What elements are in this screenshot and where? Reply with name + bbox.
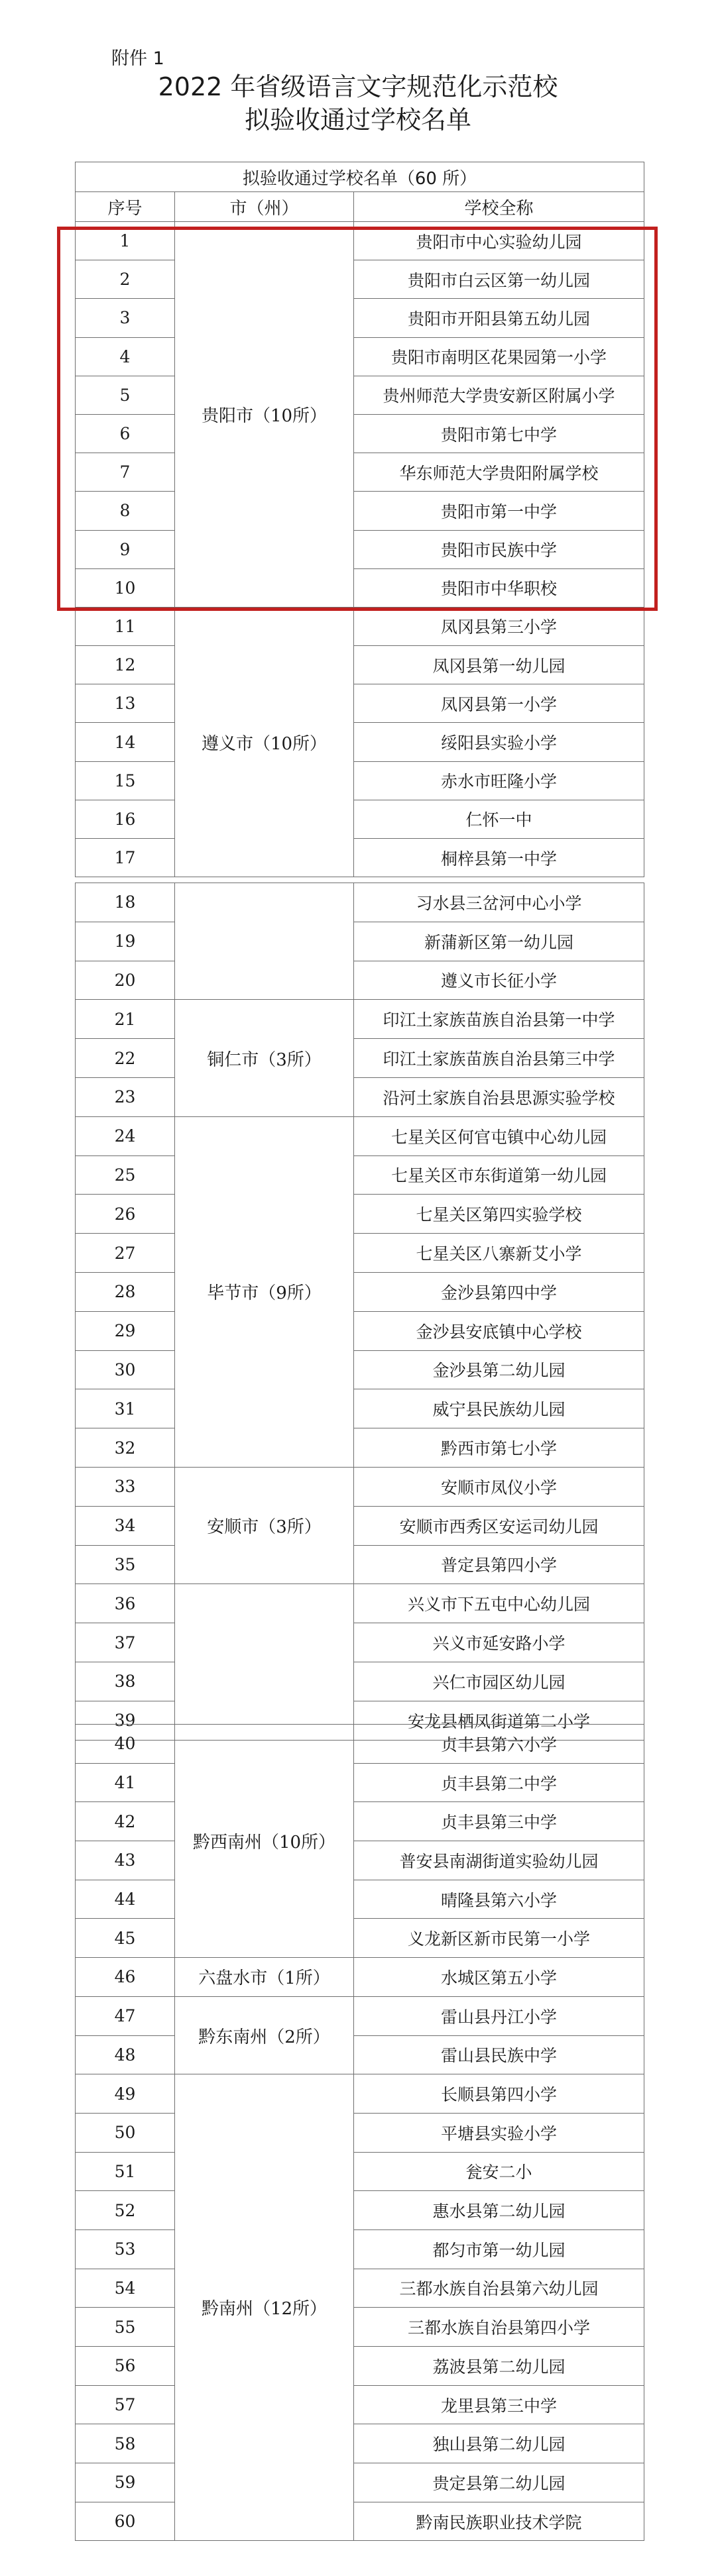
school-name: 印江土家族苗族自治县第三中学 — [354, 1039, 644, 1078]
table-row — [76, 646, 644, 684]
table-row — [76, 1467, 644, 1506]
table-row — [76, 2035, 644, 2074]
header-row — [76, 192, 644, 222]
table-row — [76, 1272, 644, 1311]
row-number: 5 — [76, 376, 175, 414]
row-number: 56 — [76, 2347, 175, 2386]
row-number: 7 — [76, 453, 175, 492]
school-table — [75, 162, 644, 877]
table-row — [76, 800, 644, 838]
school-table — [75, 883, 644, 1741]
school-name: 惠水县第二幼儿园 — [354, 2191, 644, 2230]
school-table — [75, 1724, 644, 2541]
city-cell — [175, 883, 354, 1000]
header-city: 市（州） — [175, 192, 354, 222]
caption-row — [76, 162, 644, 192]
row-number: 59 — [76, 2463, 175, 2502]
table-row — [76, 1545, 644, 1584]
school-name: 习水县三岔河中心小学 — [354, 883, 644, 922]
table-row — [76, 1841, 644, 1880]
school-name: 普安县南湖街道实验幼儿园 — [354, 1841, 644, 1880]
school-name: 沿河土家族自治县思源实验学校 — [354, 1077, 644, 1116]
table-row — [76, 1725, 644, 1764]
table-row — [76, 1000, 644, 1039]
row-number: 20 — [76, 961, 175, 1000]
school-name: 凤冈县第一小学 — [354, 684, 644, 723]
school-name: 安龙县栖凤街道第二小学 — [354, 1701, 644, 1740]
row-number: 33 — [76, 1467, 175, 1506]
school-name: 兴仁市园区幼儿园 — [354, 1662, 644, 1701]
row-number: 41 — [76, 1763, 175, 1802]
city-cell: 六盘水市（1所） — [175, 1958, 354, 1997]
school-name: 凤冈县第三小学 — [354, 607, 644, 645]
row-number: 39 — [76, 1701, 175, 1740]
table-row — [76, 2074, 644, 2114]
school-name: 普定县第四小学 — [354, 1545, 644, 1584]
table-row — [76, 1662, 644, 1701]
school-name: 威宁县民族幼儿园 — [354, 1389, 644, 1428]
row-number: 6 — [76, 414, 175, 453]
table-row — [76, 1958, 644, 1997]
row-number: 8 — [76, 492, 175, 530]
row-number: 13 — [76, 684, 175, 723]
school-name: 平塘县实验小学 — [354, 2113, 644, 2152]
row-number: 27 — [76, 1234, 175, 1273]
city-cell: 黔东南州（2所） — [175, 1996, 354, 2074]
table-row — [76, 1389, 644, 1428]
table-row — [76, 1802, 644, 1841]
school-name: 三都水族自治县第六幼儿园 — [354, 2269, 644, 2308]
row-number: 24 — [76, 1116, 175, 1155]
school-name: 荔波县第二幼儿园 — [354, 2347, 644, 2386]
table-row — [76, 761, 644, 800]
table-row — [76, 684, 644, 723]
city-cell — [175, 1584, 354, 1740]
school-name: 晴隆县第六小学 — [354, 1880, 644, 1919]
row-number: 43 — [76, 1841, 175, 1880]
row-number: 31 — [76, 1389, 175, 1428]
school-name: 绥阳县实验小学 — [354, 723, 644, 761]
table-row — [76, 2347, 644, 2386]
school-name: 都匀市第一幼儿园 — [354, 2229, 644, 2269]
row-number: 38 — [76, 1662, 175, 1701]
row-number: 10 — [76, 568, 175, 607]
table-row — [76, 222, 644, 260]
school-name: 贵阳市民族中学 — [354, 530, 644, 568]
school-name: 龙里县第三中学 — [354, 2385, 644, 2424]
row-number: 23 — [76, 1077, 175, 1116]
table-row — [76, 1506, 644, 1545]
table-row — [76, 883, 644, 922]
school-name: 七星关区第四实验学校 — [354, 1195, 644, 1234]
row-number: 47 — [76, 1996, 175, 2035]
school-name: 金沙县第二幼儿园 — [354, 1350, 644, 1389]
table-row — [76, 961, 644, 1000]
city-cell: 遵义市（10所） — [175, 607, 354, 877]
city-cell: 贵阳市（10所） — [175, 222, 354, 608]
school-name: 贞丰县第六小学 — [354, 1725, 644, 1764]
school-name: 安顺市凤仪小学 — [354, 1467, 644, 1506]
table-row — [76, 1155, 644, 1195]
school-name: 贞丰县第二中学 — [354, 1763, 644, 1802]
table-row — [76, 2385, 644, 2424]
table-row — [76, 1116, 644, 1155]
table-row — [76, 260, 644, 299]
row-number: 1 — [76, 222, 175, 260]
school-name: 贵阳市开阳县第五幼儿园 — [354, 299, 644, 337]
school-name: 水城区第五小学 — [354, 1958, 644, 1997]
table-row — [76, 568, 644, 607]
school-name: 金沙县第四中学 — [354, 1272, 644, 1311]
school-name: 贵阳市第七中学 — [354, 414, 644, 453]
header-school: 学校全称 — [354, 192, 644, 222]
table-row — [76, 2502, 644, 2541]
school-name: 兴义市延安路小学 — [354, 1623, 644, 1662]
school-name: 黔西市第七小学 — [354, 1428, 644, 1468]
table-row — [76, 299, 644, 337]
school-name: 贵阳市中华职校 — [354, 568, 644, 607]
row-number: 51 — [76, 2152, 175, 2191]
row-number: 32 — [76, 1428, 175, 1468]
table-row — [76, 2191, 644, 2230]
row-number: 37 — [76, 1623, 175, 1662]
city-cell: 铜仁市（3所） — [175, 1000, 354, 1116]
row-number: 36 — [76, 1584, 175, 1623]
table-row — [76, 2463, 644, 2502]
row-number: 22 — [76, 1039, 175, 1078]
table-row — [76, 492, 644, 530]
row-number: 4 — [76, 337, 175, 376]
table-row — [76, 723, 644, 761]
school-name: 贵州师范大学贵安新区附属小学 — [354, 376, 644, 414]
school-name: 桐梓县第一中学 — [354, 839, 644, 877]
row-number: 14 — [76, 723, 175, 761]
row-number: 26 — [76, 1195, 175, 1234]
table-section-2 — [75, 883, 644, 1741]
table-row — [76, 1996, 644, 2035]
school-name: 安顺市西秀区安运司幼儿园 — [354, 1506, 644, 1545]
table-row — [76, 1919, 644, 1958]
school-name: 遵义市长征小学 — [354, 961, 644, 1000]
row-number: 9 — [76, 530, 175, 568]
row-number: 52 — [76, 2191, 175, 2230]
table-row — [76, 2424, 644, 2463]
school-name: 凤冈县第一幼儿园 — [354, 646, 644, 684]
table-row — [76, 2229, 644, 2269]
row-number: 12 — [76, 646, 175, 684]
school-name: 义龙新区新市民第一小学 — [354, 1919, 644, 1958]
school-name: 长顺县第四小学 — [354, 2074, 644, 2114]
table-row — [76, 2152, 644, 2191]
document-subtitle: 拟验收通过学校名单 — [244, 105, 471, 134]
row-number: 3 — [76, 299, 175, 337]
school-name: 金沙县安底镇中心学校 — [354, 1311, 644, 1350]
table-row — [76, 2308, 644, 2347]
row-number: 34 — [76, 1506, 175, 1545]
table-row — [76, 1350, 644, 1389]
row-number: 55 — [76, 2308, 175, 2347]
row-number: 45 — [76, 1919, 175, 1958]
row-number: 29 — [76, 1311, 175, 1350]
table-row — [76, 1428, 644, 1468]
row-number: 15 — [76, 761, 175, 800]
school-name: 雷山县民族中学 — [354, 2035, 644, 2074]
row-number: 21 — [76, 1000, 175, 1039]
header-no: 序号 — [76, 192, 175, 222]
attachment-label: 附件 1 — [111, 48, 164, 69]
table-row — [76, 1584, 644, 1623]
table-row — [76, 1077, 644, 1116]
table-row — [76, 376, 644, 414]
table-section-3 — [75, 1724, 644, 2541]
school-name: 仁怀一中 — [354, 800, 644, 838]
row-number: 17 — [76, 839, 175, 877]
school-name: 贵定县第二幼儿园 — [354, 2463, 644, 2502]
school-name: 七星关区市东街道第一幼儿园 — [354, 1155, 644, 1195]
table-row — [76, 337, 644, 376]
city-cell: 毕节市（9所） — [175, 1116, 354, 1467]
row-number: 57 — [76, 2385, 175, 2424]
table-row — [76, 922, 644, 961]
school-name: 独山县第二幼儿园 — [354, 2424, 644, 2463]
row-number: 19 — [76, 922, 175, 961]
school-name: 赤水市旺隆小学 — [354, 761, 644, 800]
school-name: 黔南民族职业技术学院 — [354, 2502, 644, 2541]
school-name: 瓮安二小 — [354, 2152, 644, 2191]
school-name: 贵阳市南明区花果园第一小学 — [354, 337, 644, 376]
school-name: 七星关区八寨新艾小学 — [354, 1234, 644, 1273]
table-row — [76, 1195, 644, 1234]
row-number: 46 — [76, 1958, 175, 1997]
row-number: 40 — [76, 1725, 175, 1764]
school-name: 新蒲新区第一幼儿园 — [354, 922, 644, 961]
table-row — [76, 1880, 644, 1919]
row-number: 2 — [76, 260, 175, 299]
city-cell: 黔西南州（10所） — [175, 1725, 354, 1958]
school-name: 贵阳市中心实验幼儿园 — [354, 222, 644, 260]
row-number: 53 — [76, 2229, 175, 2269]
row-number: 11 — [76, 607, 175, 645]
table-row — [76, 1763, 644, 1802]
row-number: 25 — [76, 1155, 175, 1195]
row-number: 42 — [76, 1802, 175, 1841]
school-name: 贵阳市第一中学 — [354, 492, 644, 530]
row-number: 28 — [76, 1272, 175, 1311]
school-name: 三都水族自治县第四小学 — [354, 2308, 644, 2347]
city-cell: 安顺市（3所） — [175, 1467, 354, 1583]
row-number: 35 — [76, 1545, 175, 1584]
row-number: 54 — [76, 2269, 175, 2308]
school-name: 七星关区何官屯镇中心幼儿园 — [354, 1116, 644, 1155]
table-caption: 拟验收通过学校名单（60 所） — [76, 162, 644, 192]
table-row — [76, 839, 644, 877]
table-row — [76, 1234, 644, 1273]
row-number: 44 — [76, 1880, 175, 1919]
table-row — [76, 1039, 644, 1078]
table-row — [76, 1311, 644, 1350]
table-section-1 — [75, 162, 644, 877]
city-cell: 黔南州（12所） — [175, 2074, 354, 2541]
row-number: 18 — [76, 883, 175, 922]
school-name: 华东师范大学贵阳附属学校 — [354, 453, 644, 492]
table-row — [76, 414, 644, 453]
row-number: 16 — [76, 800, 175, 838]
row-number: 49 — [76, 2074, 175, 2114]
row-number: 58 — [76, 2424, 175, 2463]
school-name: 印江土家族苗族自治县第一中学 — [354, 1000, 644, 1039]
school-name: 贞丰县第三中学 — [354, 1802, 644, 1841]
school-name: 贵阳市白云区第一幼儿园 — [354, 260, 644, 299]
table-row — [76, 1623, 644, 1662]
school-name: 雷山县丹江小学 — [354, 1996, 644, 2035]
row-number: 50 — [76, 2113, 175, 2152]
row-number: 60 — [76, 2502, 175, 2541]
table-row — [76, 530, 644, 568]
row-number: 30 — [76, 1350, 175, 1389]
table-row — [76, 2269, 644, 2308]
document-title: 2022 年省级语言文字规范化示范校 — [158, 72, 558, 101]
table-row — [76, 2113, 644, 2152]
table-row — [76, 453, 644, 492]
table-row — [76, 607, 644, 645]
school-name: 兴义市下五屯中心幼儿园 — [354, 1584, 644, 1623]
row-number: 48 — [76, 2035, 175, 2074]
